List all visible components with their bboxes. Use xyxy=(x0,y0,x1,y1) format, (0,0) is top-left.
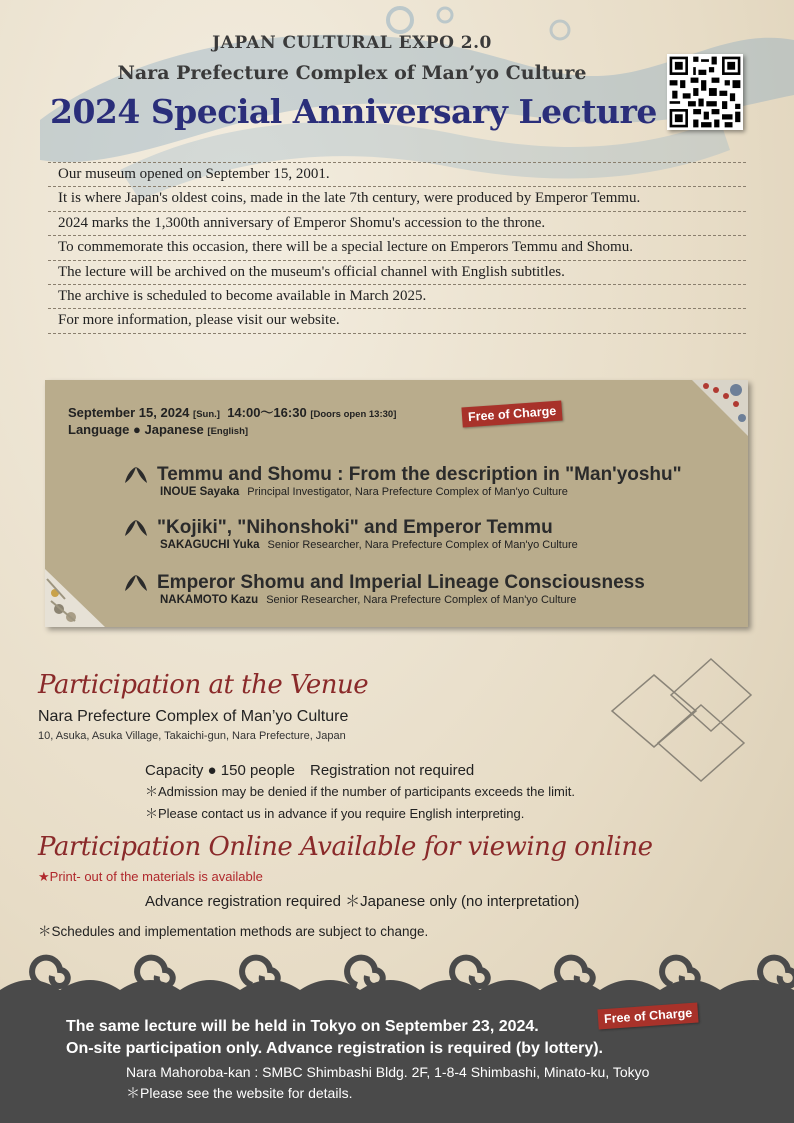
lecture-title: Temmu and Shomu : From the description in "Man'yoshu" xyxy=(157,464,682,485)
admission-note: ＊Admission may be denied if the number of participants exceeds the limit. xyxy=(145,784,575,799)
intro-line: 2024 marks the 1,300th anniversary of Emperor Shomu's accession to the throne. xyxy=(48,211,746,235)
intro-line: For more information, please visit our website. xyxy=(48,308,746,333)
language-value: Japanese xyxy=(144,422,204,437)
tokyo-website-note: ＊Please see the website for details. xyxy=(126,1085,353,1101)
speaker-role: Senior Researcher, Nara Prefecture Complex of Man'yo Culture xyxy=(266,594,577,606)
museum-name: Nara Prefecture Complex of Man’yo Culture xyxy=(117,62,587,84)
intro-line: Our museum opened on September 15, 2001. xyxy=(48,162,746,186)
pattern-corner-icon xyxy=(692,380,748,436)
lecture-item xyxy=(123,464,682,498)
speaker-role: Senior Researcher, Nara Prefecture Complex of Man'yo Culture xyxy=(267,539,578,551)
doors-open: [Doors open 13:30] xyxy=(310,409,397,420)
expo-title: JAPAN CULTURAL EXPO 2.0 xyxy=(212,33,492,53)
speaker-name: SAKAGUCHI Yuka xyxy=(160,539,260,551)
lecture-title: Emperor Shomu and Imperial Lineage Consciousness xyxy=(157,572,645,593)
leaf-icon xyxy=(123,573,149,593)
event-day: [Sun.] xyxy=(193,409,220,420)
page-title: 2024 Special Anniversary Lecture xyxy=(50,92,657,131)
lecture-item xyxy=(123,517,578,551)
lecture-panel xyxy=(45,380,748,627)
diamond-pattern-decoration xyxy=(606,655,756,785)
language-label: Language xyxy=(68,422,130,437)
intro-line: The archive is scheduled to become available in March 2025. xyxy=(48,284,746,308)
qr-code[interactable] xyxy=(667,54,743,130)
leaf-icon xyxy=(123,465,149,485)
tokyo-lecture-info: The same lecture will be held in Tokyo on September 23, 2024. xyxy=(66,1018,539,1035)
venue-name: Nara Prefecture Complex of Man’yo Culture xyxy=(38,708,349,725)
event-date-time xyxy=(68,402,396,421)
capacity-info: Capacity ● 150 people Registration not required xyxy=(145,762,475,779)
print-out-note: ★Print- out of the materials is available xyxy=(38,869,263,884)
bullet-icon: ● xyxy=(133,422,141,437)
online-registration: Advance registration required ＊Japanese only (no interpretation) xyxy=(145,893,580,910)
interpreting-note: ＊Please contact us in advance if you require English interpreting. xyxy=(145,806,525,821)
tokyo-venue-address: Nara Mahoroba-kan : SMBC Shimbashi Bldg. 2F, 1-8-4 Shimbashi, Minato-ku, Tokyo xyxy=(126,1064,650,1080)
speaker-name: INOUE Sayaka xyxy=(160,486,240,498)
event-date: September 15, 2024 xyxy=(68,405,190,420)
intro-text-block xyxy=(48,162,746,334)
venue-address: 10, Asuka, Asuka Village, Takaichi-gun, Nara Prefecture, Japan xyxy=(38,730,346,742)
lecture-title: "Kojiki", "Nihonshoki" and Emperor Temmu xyxy=(157,517,553,538)
leaf-icon xyxy=(123,518,149,538)
language-note: [English] xyxy=(207,426,249,437)
online-heading: Participation Online Available for viewing online xyxy=(38,832,653,862)
schedule-note: ＊Schedules and implementation methods are subject to change. xyxy=(38,924,429,939)
speaker-role: Principal Investigator, Nara Prefecture Complex of Man'yo Culture xyxy=(247,486,568,498)
intro-line: It is where Japan's oldest coins, made in the late 7th century, were produced by Emperor Temmu. xyxy=(48,186,746,210)
intro-line: To commemorate this occasion, there will be a special lecture on Emperors Temmu and Shomu. xyxy=(48,235,746,259)
lecture-item xyxy=(123,572,645,606)
free-of-charge-badge: Free of Charge xyxy=(461,401,562,428)
event-time: 14:00～16:30 xyxy=(227,405,307,420)
venue-heading: Participation at the Venue xyxy=(38,670,369,700)
pattern-corner-icon xyxy=(45,569,105,627)
free-of-charge-badge: Free of Charge xyxy=(597,1003,698,1030)
event-language xyxy=(68,422,248,437)
intro-line: The lecture will be archived on the museum's official channel with English subtitles. xyxy=(48,260,746,284)
speaker-name: NAKAMOTO Kazu xyxy=(160,594,259,606)
tokyo-registration-info: On-site participation only. Advance registration is required (by lottery). xyxy=(66,1040,603,1057)
